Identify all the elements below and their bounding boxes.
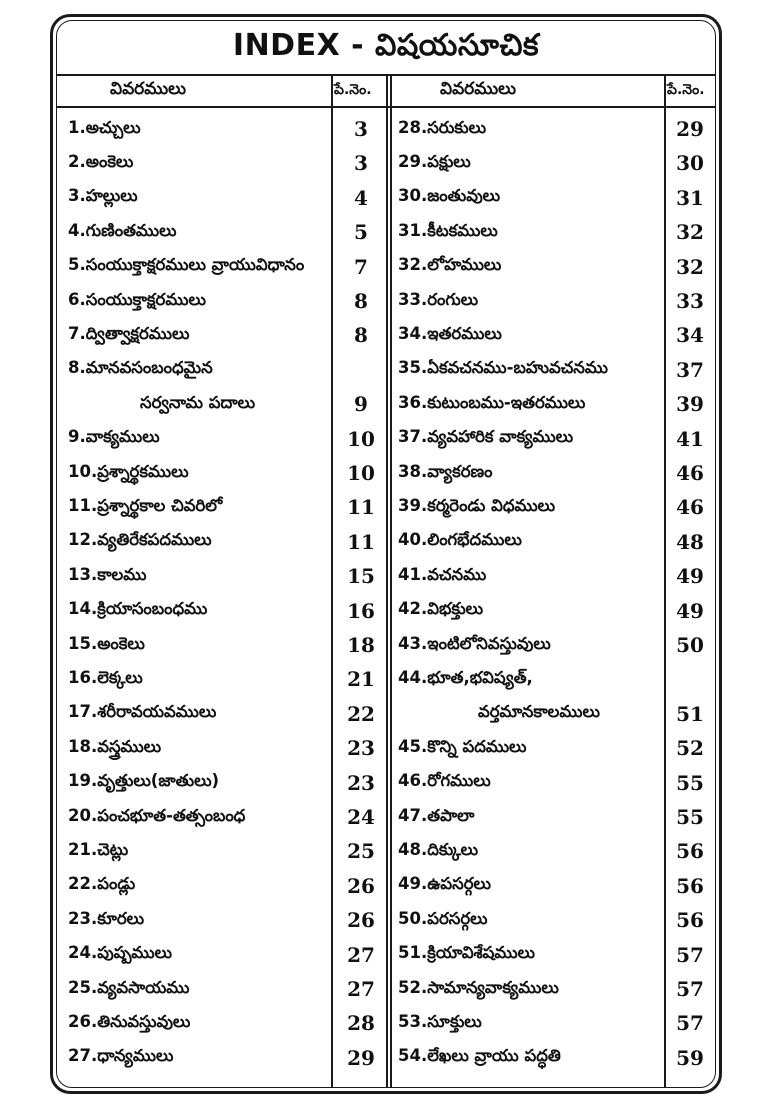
right-entry-page: 57	[676, 942, 704, 967]
right-entry-label: 50.పరసర్గలు	[398, 908, 488, 928]
right-entry-page: 56	[676, 839, 704, 864]
right-entry-page: 41	[676, 426, 704, 451]
right-entry-label: 41.వచనము	[398, 564, 487, 584]
left-entry-page: 8	[354, 289, 368, 313]
right-entry-label: 31.కీటకములు	[398, 220, 498, 240]
index-title: INDEX - విషయసూచిక	[232, 28, 540, 63]
left-entry-page: 28	[347, 1011, 375, 1036]
left-entry-label: 8.మానవసంబంధమైన	[68, 358, 213, 378]
right-entry-page: 46	[676, 495, 704, 520]
right-entry-page: 51	[676, 701, 704, 726]
right-entry-page: 31	[676, 185, 704, 210]
left-entry-page: 11	[347, 495, 375, 520]
left-entry-label: 1.అచ్చులు	[68, 117, 141, 137]
left-entry-label: 10.ప్రశ్నార్థకములు	[68, 461, 189, 481]
left-entry-label: 17.శరీరావయవములు	[68, 702, 217, 722]
right-page-header: పే.నెం.	[667, 81, 705, 98]
right-entry-page: 34	[676, 323, 704, 348]
left-entry-page: 11	[347, 529, 375, 554]
right-entry-page: 49	[676, 598, 704, 623]
left-entry-page: 5	[354, 220, 368, 245]
right-entry-page: 32	[676, 220, 704, 245]
center-divider-b	[390, 75, 392, 1087]
right-entry-label: 32.లోహములు	[398, 255, 502, 275]
right-entry-page: 33	[676, 289, 704, 313]
right-entry-label: 43.ఇంటిలోనివస్తువులు	[398, 633, 551, 653]
right-entry-label: 53.సూక్తులు	[398, 1011, 482, 1031]
right-entry-page	[668, 662, 712, 696]
left-entry-page: 21	[347, 667, 375, 692]
right-entry-label: 29.పక్షులు	[398, 151, 471, 171]
left-entry-page: 3	[354, 117, 368, 141]
right-entry-label: వర్తమానకాలములు	[478, 702, 600, 722]
left-entry-label: 5.సంయుక్తాక్షరములు వ్రాయువిధానం	[68, 255, 305, 275]
left-entry-page: 10	[347, 426, 375, 451]
right-entry-label: 47.తపాలా	[398, 805, 475, 825]
right-entry-label: 34.ఇతరములు	[398, 323, 502, 343]
left-entry-label: 16.లెక్కలు	[68, 667, 143, 687]
left-entry-page: 26	[347, 873, 375, 898]
right-entry-page: 59	[676, 1045, 704, 1070]
left-entry-page: 4	[354, 185, 368, 210]
left-entry-page: 29	[347, 1045, 375, 1070]
center-divider-a	[386, 75, 388, 1087]
right-entry-label: 38.వ్యాకరణం	[398, 461, 493, 481]
left-entry-page: 24	[347, 805, 375, 829]
right-entry-page: 49	[676, 564, 704, 589]
right-entry-label: 45.కొన్ని పదములు	[398, 736, 527, 756]
right-entry-page: 46	[676, 461, 704, 485]
right-topic-header: వివరములు	[440, 79, 517, 99]
right-page-column-rule	[664, 75, 666, 1087]
right-entry-label: 36.కుటుంబము-ఇతరములు	[398, 392, 586, 412]
right-entry-page: 50	[676, 633, 704, 657]
left-entry-page: 3	[354, 151, 368, 176]
left-entry-label: సర్వనామ పదాలు	[140, 392, 256, 412]
left-entry-page	[338, 353, 384, 387]
left-entry-page: 9	[354, 392, 368, 417]
left-entry-label: 3.హల్లులు	[68, 186, 138, 206]
left-entry-label: 18.వస్త్రములు	[68, 736, 162, 756]
right-entry-page: 39	[676, 392, 704, 417]
right-entry-page: 57	[676, 977, 704, 1001]
left-entry-label: 7.ద్విత్వాక్షరములు	[68, 323, 190, 343]
right-entry-label: 46.రోగములు	[398, 771, 491, 791]
right-entry-label: 44.భూత,భవిష్యత్,	[398, 667, 533, 687]
right-entry-label: 30.జంతువులు	[398, 186, 501, 206]
left-entry-page: 16	[347, 598, 375, 623]
left-entry-page: 23	[347, 736, 375, 761]
right-entry-label: 35.ఏకవచనము-బహువచనము	[398, 358, 609, 378]
right-entry-label: 54.లేఖలు వ్రాయు పద్ధతి	[398, 1046, 561, 1066]
right-entry-label: 48.దిక్కులు	[398, 839, 479, 859]
right-entry-label: 40.లింగభేదములు	[398, 530, 522, 550]
right-entry-page: 48	[676, 529, 704, 554]
left-entry-label: 12.వ్యతిరేకపదములు	[68, 530, 212, 550]
right-entry-label: 28.సరుకులు	[398, 117, 487, 137]
left-entry-label: 20.పంచభూత-తత్సంబంధ	[68, 805, 246, 825]
left-entry-label: 4.గుణింతములు	[68, 220, 177, 240]
left-entry-page: 25	[347, 839, 375, 864]
left-entry-page: 27	[347, 942, 375, 967]
right-entry-page: 29	[676, 117, 704, 141]
left-entry-label: 13.కాలము	[68, 564, 147, 584]
left-entry-page: 10	[347, 461, 375, 485]
right-entry-label: 39.కర్మరెండు విధములు	[398, 495, 556, 515]
right-entry-label: 51.క్రియావిశేషములు	[398, 943, 535, 963]
right-entry-page: 32	[676, 254, 704, 279]
left-topic-header: వివరములు	[110, 79, 187, 99]
right-entry-page: 37	[676, 357, 704, 382]
left-entry-label: 2.అంకెలు	[68, 151, 134, 171]
right-entry-label: 49.ఉపసర్గలు	[398, 874, 491, 894]
left-entry-label: 15.అంకెలు	[68, 633, 145, 653]
left-entry-page: 8	[354, 323, 368, 348]
left-entry-page: 7	[354, 254, 368, 279]
right-entry-page: 56	[676, 873, 704, 898]
left-page-header: పే.నెం.	[334, 81, 372, 98]
left-entry-label: 19.వృత్తులు(జాతులు)	[68, 771, 220, 791]
right-entry-page: 55	[676, 805, 704, 829]
left-entry-page: 18	[347, 633, 375, 657]
right-entry-page: 55	[676, 770, 704, 795]
left-entry-label: 11.ప్రశ్నార్థకాల చివరిలో	[68, 495, 223, 515]
left-page-column-rule	[331, 75, 333, 1087]
right-entry-label: 42.విభక్తులు	[398, 599, 484, 619]
left-entry-label: 24.పుష్పములు	[68, 943, 173, 963]
right-entry-page: 57	[676, 1011, 704, 1036]
right-entry-label: 52.సామాన్యవాక్యములు	[398, 977, 559, 997]
left-entry-label: 23.కూరలు	[68, 908, 145, 928]
left-entry-label: 22.పండ్లు	[68, 874, 136, 894]
left-entry-page: 26	[347, 908, 375, 933]
right-entry-page: 56	[676, 908, 704, 933]
right-entry-label: 33.రంగులు	[398, 289, 479, 309]
right-entry-page: 52	[676, 736, 704, 761]
left-entry-label: 27.ధాన్యములు	[68, 1046, 174, 1066]
left-entry-page: 22	[347, 701, 375, 726]
left-entry-page: 15	[347, 564, 375, 589]
right-entry-label: 37.వ్యవహారిక వాక్యములు	[398, 427, 574, 447]
left-entry-page: 23	[347, 770, 375, 795]
left-entry-label: 6.సంయుక్తాక్షరములు	[68, 289, 206, 309]
left-entry-label: 26.తినువస్తువులు	[68, 1011, 191, 1031]
right-entry-page: 30	[676, 151, 704, 176]
left-entry-label: 21.చెట్లు	[68, 839, 129, 859]
left-entry-label: 25.వ్యవసాయము	[68, 977, 190, 997]
left-entry-label: 14.క్రియాసంబంధము	[68, 599, 208, 619]
left-entry-label: 9.వాక్యములు	[68, 427, 160, 447]
left-entry-page: 27	[347, 977, 375, 1001]
